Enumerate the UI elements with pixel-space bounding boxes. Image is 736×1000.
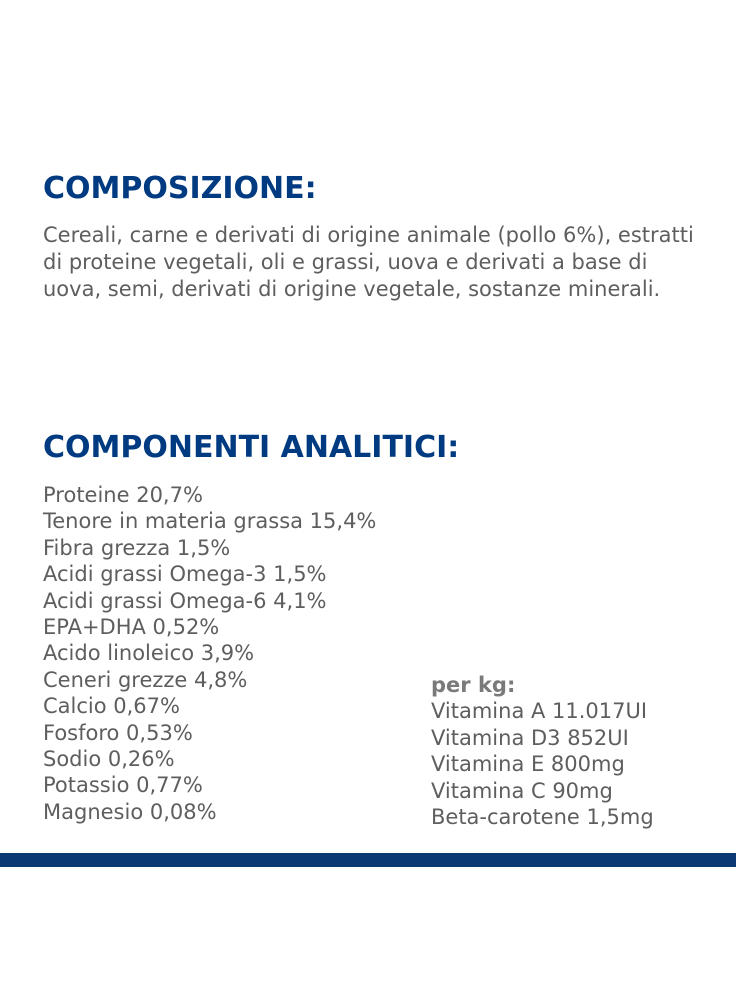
composition-heading: COMPOSIZIONE:: [43, 171, 317, 206]
composition-text: Cereali, carne e derivati di origine animale (pollo 6%), estratti di proteine vegetali, oli e grassi, uova e derivati a base di uova, semi, derivati di origine vegetale, sostanze minerali.: [43, 223, 694, 301]
analytics-item-fosforo: Fosforo 0,53%: [43, 720, 193, 745]
analytics-item-epa-dha: EPA+DHA 0,52%: [43, 615, 220, 640]
analytics-item-proteine: Proteine 20,7%: [43, 483, 203, 507]
analytics-heading: COMPONENTI ANALITICI:: [43, 430, 460, 465]
vitamin-item-d3: Vitamina D3 852UI: [431, 725, 629, 750]
vitamin-item-e: Vitamina E 800mg: [431, 752, 625, 777]
analytics-item-sodio: Sodio 0,26%: [43, 747, 175, 772]
analytics-item-fibra: Fibra grezza 1,5%: [43, 535, 231, 560]
analytics-item-omega6: Acidi grassi Omega-6 4,1%: [43, 588, 327, 613]
analytics-item-ceneri: Ceneri grezze 4,8%: [43, 667, 248, 692]
vitamins-list: [431, 698, 654, 830]
analytics-item-magnesio: Magnesio 0,08%: [43, 799, 217, 824]
analytics-item-omega3: Acidi grassi Omega-3 1,5%: [43, 562, 327, 587]
analytics-item-calcio: Calcio 0,67%: [43, 694, 180, 719]
vitamin-item-a: Vitamina A 11.017UI: [431, 699, 648, 724]
vitamin-item-c: Vitamina C 90mg: [431, 778, 613, 803]
analytics-item-linoleico: Acido linoleico 3,9%: [43, 641, 255, 666]
analytics-item-potassio: Potassio 0,77%: [43, 773, 203, 798]
bottom-divider-bar: [0, 853, 736, 867]
analytics-item-grassi: Tenore in materia grassa 15,4%: [43, 509, 377, 534]
vitamins-heading: per kg:: [431, 673, 516, 697]
vitamins-block: [431, 672, 654, 830]
vitamin-item-beta-carotene: Beta-carotene 1,5mg: [431, 805, 654, 830]
analytics-list: [43, 482, 376, 825]
